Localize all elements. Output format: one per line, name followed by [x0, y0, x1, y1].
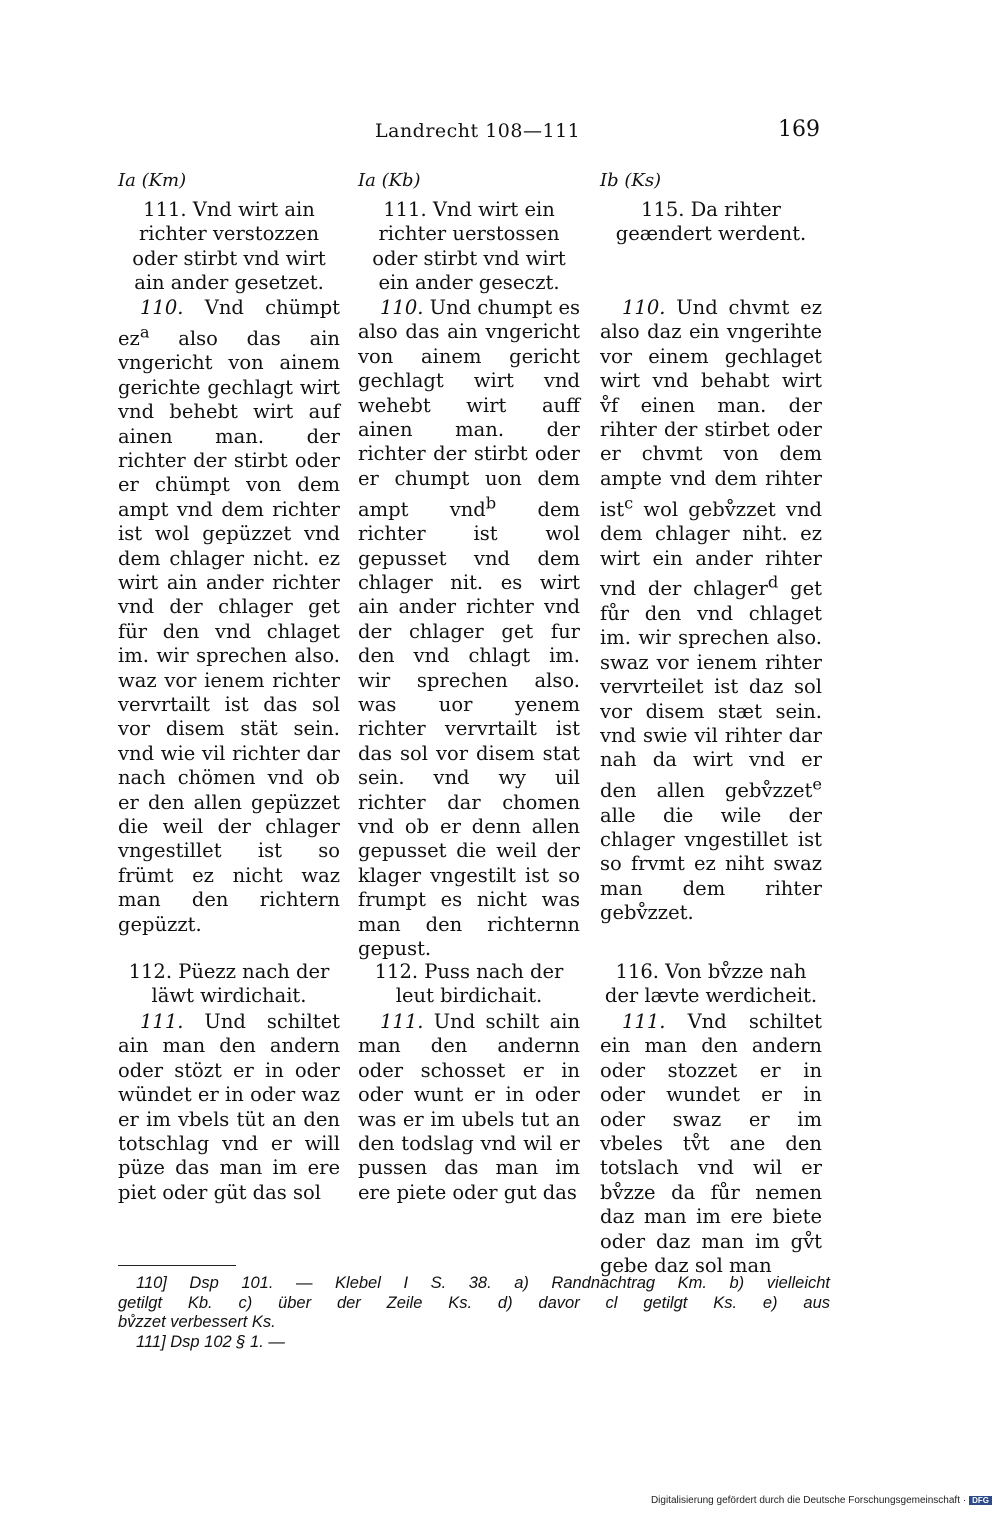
chapter-text-110-km: 110. Vnd chümpt $ez^a$ also das ain vngericht von ainem gerichte gechlagt wirt vnd behebt wirt auf ainen man. der richter der stirbt oder er chümpt von dem ampt vnd dem richter ist wol gepüzzet vnd dem chlager nicht. ez wirt ain ander richter vnd der chlager get für den vnd chlaget im. wir sprechen also. waz vor ienem richter vervrtailt ist das sol vor disem stät sein. vnd wie vil richter dar nach chömen vnd ob er den allen gepüzzet die weil der chlager vngestillet ist so frümt ez nicht waz man den richtern gepüzzt.: [118, 296, 341, 936]
chapter-heading-115-ks: 115. Da rihter geændert werdent.: [615, 198, 807, 246]
chapter-heading-111-km: 111. Vnd wirt ain richter verstozzen oder stirbt vnd wirt ain ander gesetzet.: [132, 198, 326, 295]
siglum-ks: Ib (Ks): [600, 170, 662, 191]
chapter-text-111-ks: 111. Vnd schiltet ein man den andern oder stozzet er in oder wundet er in oder swaz er im vbeles tv̊t ane den totslach vnd wil er bv̊zze da fůr nemen daz man im ere biete oder daz man im gv̊t gebe daz sol man: [600, 1010, 822, 1278]
footnote-line: getilgt Kb. c) über der Zeile Ks. d) davor cl getilgt Ks. e) aus: [118, 1293, 830, 1312]
footnotes: [118, 1274, 830, 1352]
chapter-heading-112-km: 112. Püezz nach der läwt wirdichait.: [128, 960, 330, 1008]
dfg-logo: DFG: [969, 1496, 992, 1505]
footnote-line: 110] Dsp 101. — Klebel I S. 38. a) Randnachtrag Km. b) vielleicht: [136, 1274, 830, 1292]
chapter-text-110-kb: 110. Und chumpt es also das ain vngericht von ainem gericht gechlagt wirt vnd wehebt wirt auff ainen man. der richter der stirbt oder er chumpt uon dem ampt vnd$^b$ dem richter ist wol gepusset vnd dem chlager nit. es wirt ain ander richter vnd der chlager get fur den vnd chlagt im. wir sprechen also. was uor yenem richter vervrtailt ist das sol vor disem stat sein. vnd wy uil richter dar chomen vnd ob er denn allen gepusset die weil der klager vngestilt ist so frumpt es nicht was man den richternn gepust.: [358, 296, 580, 961]
siglum-km: Ia (Km): [118, 170, 187, 191]
chapter-heading-111-kb: 111. Vnd wirt ein richter uerstossen oder stirbt vnd wirt ein ander geseczt.: [372, 198, 566, 295]
chapter-text-111-km: 111. Und schiltet ain man den andern oder stözt er in oder wündet er in oder waz er im vbels tüt an den totschlag vnd er will püze das man im ere piet oder güt das sol: [118, 1010, 340, 1204]
digitization-credit: [651, 1495, 992, 1506]
running-title: Landrecht 108—111: [375, 120, 581, 142]
siglum-kb: Ia (Kb): [358, 170, 421, 191]
page-number: 169: [778, 117, 820, 142]
footnote-line: bv̊zzet verbessert Ks.: [118, 1313, 276, 1331]
page-header: [0, 117, 1000, 150]
chapter-heading-116-ks: 116. Von bv̊zze nah der lævte werdicheit.: [604, 960, 818, 1008]
footnote-line: 111] Dsp 102 § 1. —: [136, 1332, 285, 1351]
credit-text: Digitalisierung gefördert durch die Deutsche Forschungsgemeinschaft ·: [650, 1495, 967, 1506]
footnote-rule: [118, 1265, 236, 1266]
chapter-text-111-kb: 111. Und schilt ain man den andernn oder schosset er in oder wunt er in oder was er im ubels tut an den todslag vnd wil er pussen das man im ere piete oder gut das: [358, 1010, 580, 1204]
chapter-text-110-ks: 110. Und chvmt ez also daz ein vngerihte vor einem gechlaget wirt vnd behabt wirt v̊f einen man. der rihter der stirbet oder er chvmt von dem ampte vnd dem rihter ist$^c$ wol gebv̊zzet vnd dem chlager niht. ez wirt ein ander rihter vnd der chlager$^d$ get fůr den vnd chlaget im. wir sprechen also. swaz vor ienem rihter vervrteilet ist daz sol vor disem stæt sein. vnd swie vil rihter dar nah da wirt vnd er den allen gebv̊zzet$^e$ alle die wile der chlager vngestillet ist so frvmt ez niht swaz man dem rihter gebv̊zzet.: [600, 296, 822, 925]
chapter-heading-112-kb: 112. Puss nach der leut birdichait.: [374, 960, 564, 1008]
